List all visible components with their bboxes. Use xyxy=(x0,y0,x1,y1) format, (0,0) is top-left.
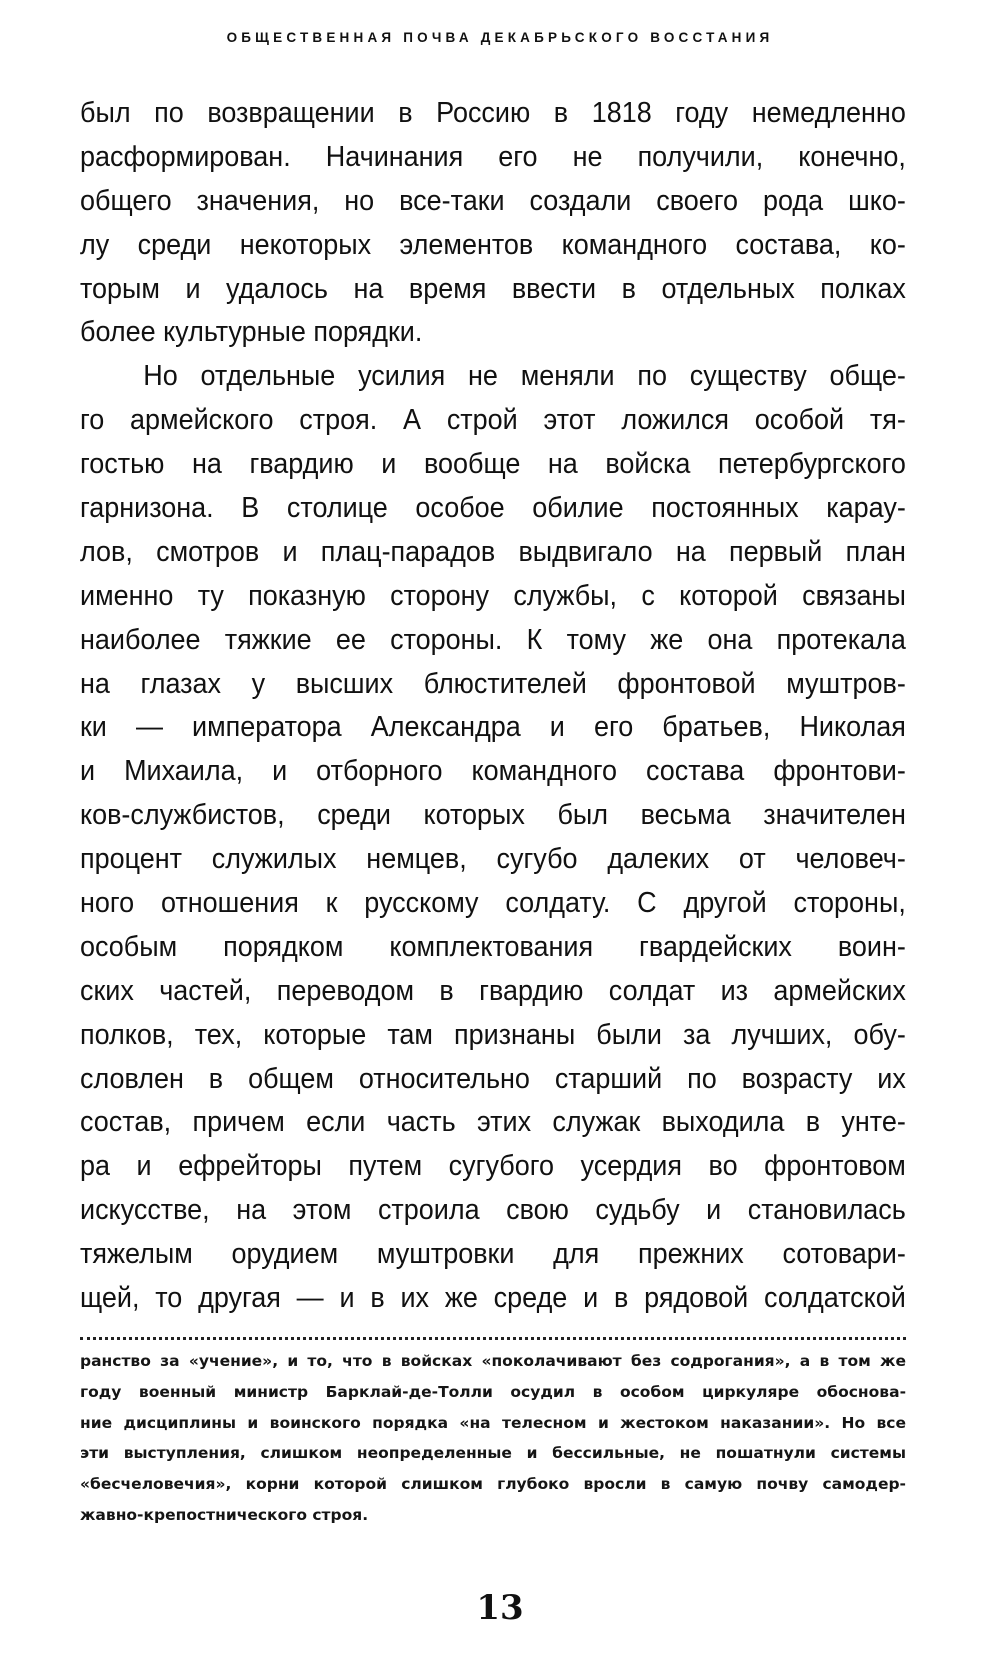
text-line: лу среди некоторых элементов командного состава, ко- xyxy=(80,228,906,261)
footnote-line: эти выступления, слишком неопределенные и бессильные, не пошатнули системы xyxy=(80,1444,906,1463)
text-line: общего значения, но все-таки создали своего рода шко- xyxy=(80,184,906,217)
page-number: 13 xyxy=(476,1588,524,1628)
running-head: ОБЩЕСТВЕННАЯ ПОЧВА ДЕКАБРЬСКОГО ВОССТАНИЯ xyxy=(226,30,774,45)
text-line: состав, причем если часть этих служак выходила в унте- xyxy=(80,1106,906,1139)
text-line: ра и ефрейторы путем сугубого усердия во фронтовом xyxy=(80,1150,906,1183)
footnote-line: жавно-крепостнического строя. xyxy=(80,1505,369,1524)
text-line: и Михаила, и отборного командного состава фронтови- xyxy=(80,755,906,788)
paragraph xyxy=(80,355,906,1321)
text-line: ного отношения к русскому солдату. С другой стороны, xyxy=(80,887,906,920)
text-line: го армейского строя. А строй этот ложился особой тя- xyxy=(80,404,906,437)
footnote-line: «бесчеловечия», корни которой слишком глубоко вросли в самую почву самодер- xyxy=(80,1475,906,1494)
text-line: гостью на гвардию и вообще на войска петербургского xyxy=(80,448,906,481)
text-line: полков, тех, которые там признаны были за лучших, обу- xyxy=(80,1018,906,1051)
footnote-line: ние дисциплины и воинского порядка «на телесном и жестоком наказании». Но все xyxy=(80,1413,906,1432)
footnote xyxy=(80,1346,906,1531)
text-line: процент служилых немцев, сугубо далеких от человеч- xyxy=(80,843,906,876)
text-line: щей, то другая — и в их же среде и в рядовой солдатской xyxy=(80,1282,906,1315)
text-line: тяжелым орудием муштровки для прежних сотовари- xyxy=(80,1238,906,1271)
text-line: именно ту показную сторону службы, с которой связаны xyxy=(80,579,906,612)
text-line: гарнизона. В столице особое обилие постоянных карау- xyxy=(80,492,906,525)
text-line: Но отдельные усилия не меняли по существу обще- xyxy=(143,360,906,393)
text-line: был по возвращении в Россию в 1818 году немедленно xyxy=(80,97,906,129)
paragraph xyxy=(80,92,906,355)
text-line: более культурные порядки. xyxy=(80,316,423,349)
text-line: расформирован. Начинания его не получили, конечно, xyxy=(80,140,906,173)
body-text xyxy=(80,92,906,1321)
text-line: словлен в общем относительно старший по возрасту их xyxy=(80,1062,906,1095)
text-line: на глазах у высших блюстителей фронтовой муштров- xyxy=(80,667,906,700)
footnote-line: ранство за «учение», и то, что в войсках «поколачивают без содрогания», а в том же xyxy=(80,1352,906,1370)
text-line: наиболее тяжкие ее стороны. К тому же она протекала xyxy=(80,623,906,656)
text-line: лов, смотров и плац-парадов выдвигало на первый план xyxy=(80,535,906,568)
footnote-divider xyxy=(80,1337,906,1340)
text-line: ки — императора Александра и его братьев, Николая xyxy=(80,711,906,744)
text-line: ских частей, переводом в гвардию солдат из армейских xyxy=(80,974,906,1007)
footnote-line: году военный министр Барклай-де-Толли осудил в особом циркуляре обоснова- xyxy=(80,1382,906,1401)
text-line: особым порядком комплектования гвардейских воин- xyxy=(80,930,906,963)
text-line: искусстве, на этом строила свою судьбу и становилась xyxy=(80,1194,906,1227)
text-line: ков-службистов, среди которых был весьма значителен xyxy=(80,799,906,832)
text-line: торым и удалось на время ввести в отдельных полках xyxy=(80,272,906,305)
